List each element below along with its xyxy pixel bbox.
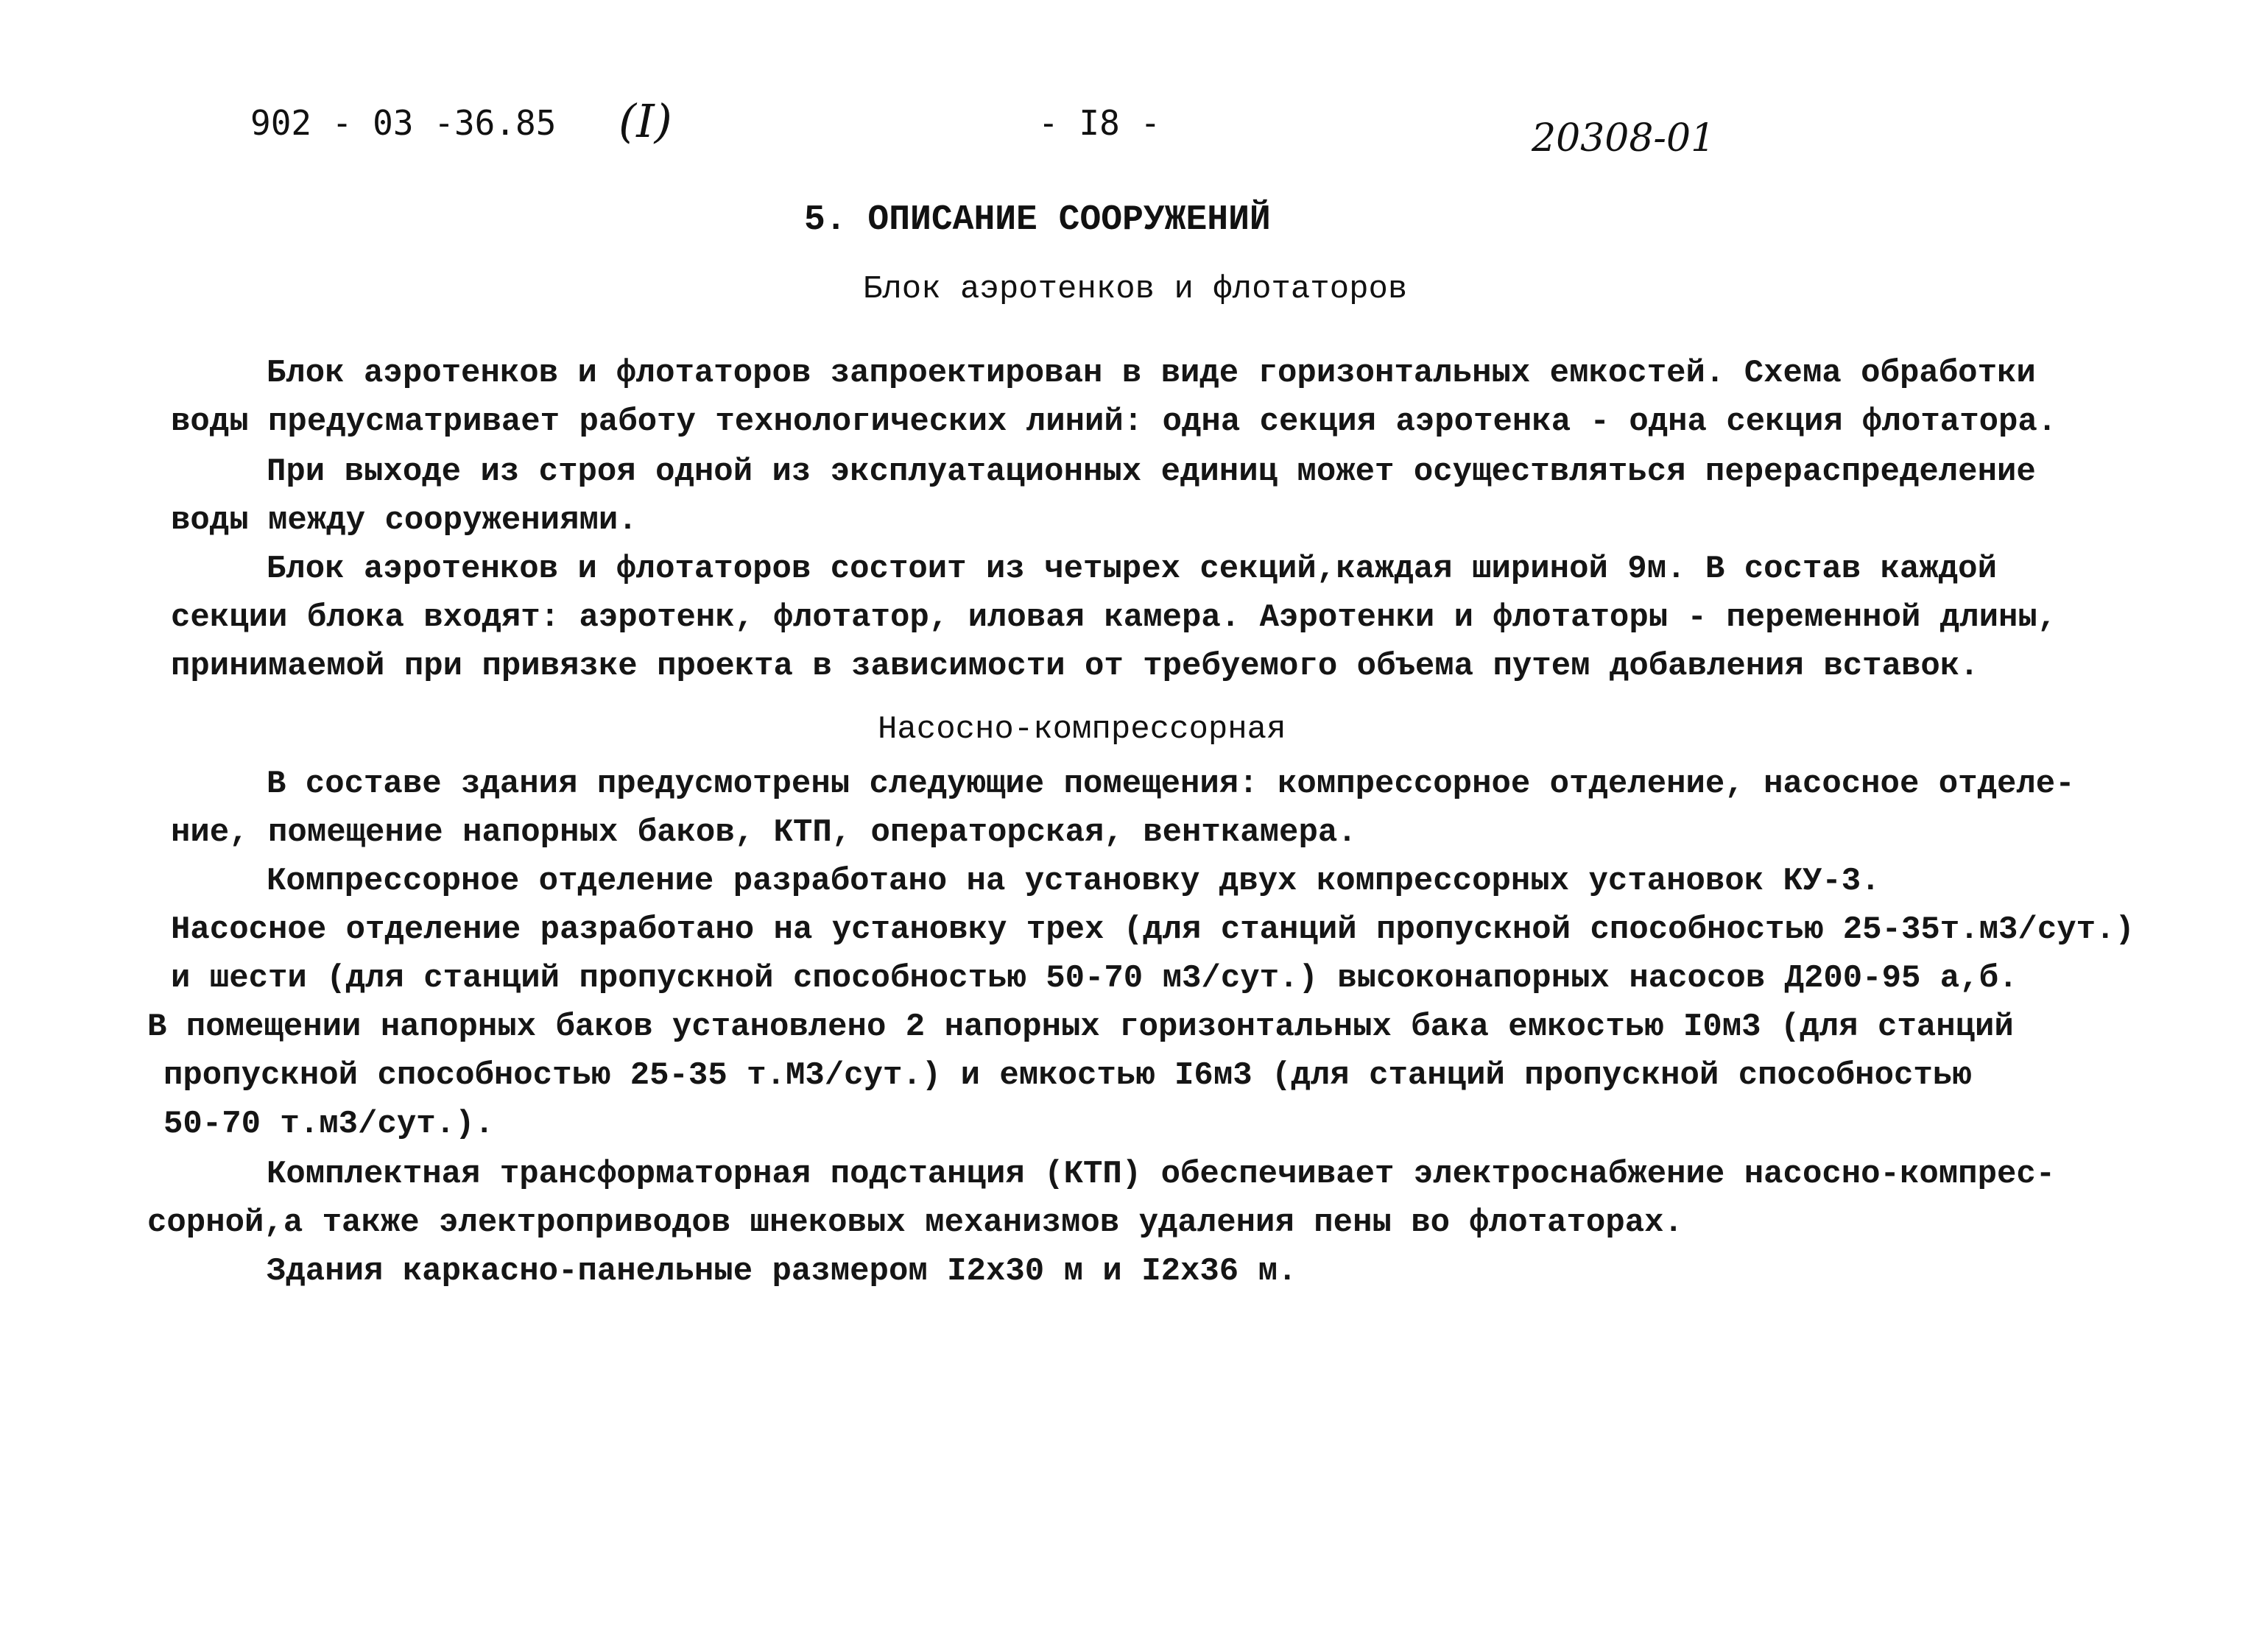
block1-line: воды между сооружениями. xyxy=(171,502,638,539)
block2-line: 50-70 т.м3/сут.). xyxy=(163,1106,494,1143)
block1-subtitle: Блок аэротенков и флотаторов xyxy=(863,271,1408,308)
section-title: 5. ОПИСАНИЕ СООРУЖЕНИЙ xyxy=(804,200,1271,240)
sheet-code: 20308-01 xyxy=(1532,116,1716,160)
block2-line: и шести (для станций пропускной способностью 50-70 м3/сут.) высоконапорных насосов Д200-95 а,б. xyxy=(171,960,2018,997)
block2-line: В помещении напорных баков установлено 2 напорных горизонтальных бака емкостью I0м3 (для станций xyxy=(147,1009,2014,1045)
block2-line: Компрессорное отделение разработано на установку двух компрессорных установок КУ-3. xyxy=(267,863,1881,900)
block2-line: пропускной способностью 25-35 т.М3/сут.) и емкостью I6м3 (для станций пропускной способностью xyxy=(163,1057,1972,1094)
block1-line: воды предусматривает работу технологических линий: одна секция аэротенка - одна секция флотатора. xyxy=(171,403,2057,440)
block1-line: При выходе из строя одной из эксплуатационных единиц может осуществляться перераспределение xyxy=(267,453,2036,490)
block1-line: Блок аэротенков и флотаторов запроектирован в виде горизонтальных емкостей. Схема обработки xyxy=(267,355,2036,392)
block2-line: Комплектная трансформаторная подстанция (КТП) обеспечивает электроснабжение насосно-компрес- xyxy=(267,1156,2056,1193)
block2-line: Насосное отделение разработано на установку трех (для станций пропускной способностью 25-35т.м3/сут.) xyxy=(171,911,2135,948)
page-number: - I8 - xyxy=(1038,103,1161,143)
block1-line: принимаемой при привязке проекта в зависимости от требуемого объема путем добавления вставок. xyxy=(171,648,1979,685)
document-code xyxy=(250,103,556,143)
block2-line: Здания каркасно-панельные размером I2х30 м и I2х36 м. xyxy=(267,1253,1297,1290)
document-code-text: 902 - 03 -36.85 xyxy=(250,103,557,143)
block2-subtitle: Насосно-компрессорная xyxy=(878,711,1286,748)
block2-line: ние, помещение напорных баков, КТП, операторская, венткамера. xyxy=(171,814,1357,851)
volume-number: (I) xyxy=(619,94,672,148)
block1-line: Блок аэротенков и флотаторов состоит из четырех секций,каждая шириной 9м. В состав каждой xyxy=(267,551,1997,587)
block2-line: сорной,а также электроприводов шнековых механизмов удаления пены во флотаторах. xyxy=(147,1204,1683,1241)
block2-line: В составе здания предусмотрены следующие помещения: компрессорное отделение, насосное отделе- xyxy=(267,766,2075,802)
block1-line: секции блока входят: аэротенк, флотатор, иловая камера. Аэротенки и флотаторы - переменной длины, xyxy=(171,599,2057,636)
